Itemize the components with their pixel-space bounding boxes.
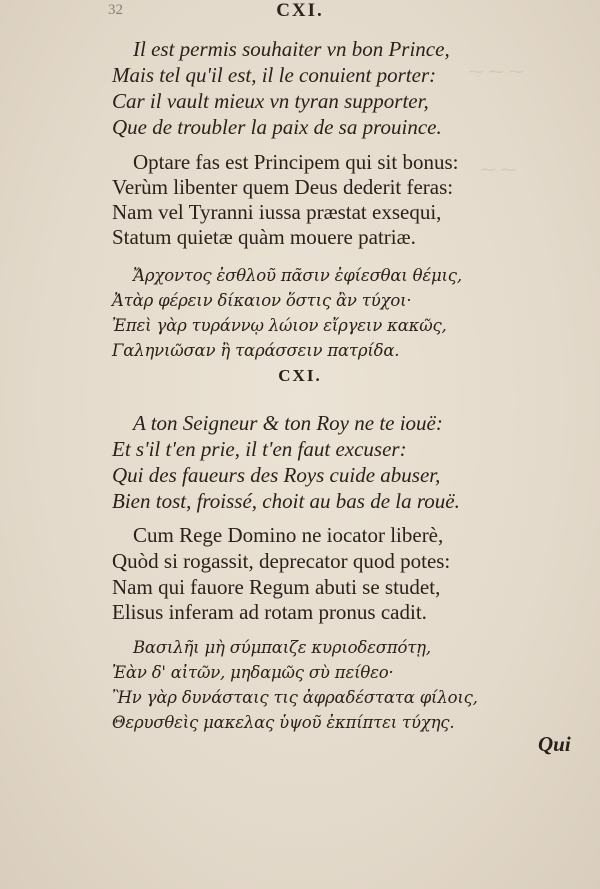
verse-line: Il est permis souhaiter vn bon Prince, (133, 37, 450, 61)
verse-line: Quòd si rogassit, deprecator quod potes: (112, 549, 451, 573)
verse-line: Θερυσθεὶς μακελας ὑψοῦ ἐκπίπτει τύχης. (112, 713, 455, 732)
verse-line: Mais tel qu'il est, il le conuient porter: (112, 63, 437, 87)
verse-line: A ton Seigneur & ton Roy ne te iouë: (133, 411, 443, 435)
verse-line: Et s'il t'en prie, il t'en faut excuser: (112, 437, 407, 461)
folio-heading: CXI. (276, 0, 324, 21)
verse-line: Nam qui fauore Regum abuti se studet, (112, 575, 441, 599)
section-heading: CXI. (278, 366, 322, 385)
verse-line: Que de troubler la paix de sa prouince. (112, 115, 442, 139)
show-through-text: ⁓ ⁓ (480, 162, 516, 179)
verse-line: Optare fas est Principem qui sit bonus: (133, 150, 459, 174)
verse-line: Bien tost, froissé, choit au bas de la rouë. (112, 489, 460, 513)
verse-line: Cum Rege Domino ne iocator liberè, (133, 523, 444, 547)
verse-line: Ἄρχοντος ἐσθλοῦ πᾶσιν ἐφίεσθαι θέμις, (133, 266, 462, 285)
verse-line: Statum quietæ quàm mouere patriæ. (112, 225, 416, 249)
verse-line: Γαληνιῶσαν ἢ ταράσσειν πατρίδα. (112, 341, 400, 360)
page-number: 32 (108, 2, 123, 18)
catchword: Qui (538, 732, 571, 756)
verse-line: Ἐπεὶ γὰρ τυράννῳ λώιον εἴργειν κακῶς, (112, 316, 447, 335)
verse-line: Nam vel Tyranni iussa præstat exsequi, (112, 200, 442, 224)
verse-line: Qui des faueurs des Roys cuide abuser, (112, 463, 441, 487)
verse-line: Car il vault mieux vn tyran supporter, (112, 89, 429, 113)
verse-line: Βασιλῆι μὴ σύμπαιζε κυριοδεσπότῃ, (133, 638, 431, 657)
verse-line: Elisus inferam ad rotam pronus cadit. (112, 600, 427, 624)
show-through-text: ⁓ ⁓ ⁓ (468, 64, 524, 81)
verse-line: Ἢν γὰρ δυνάσταις τις ἀφραδέστατα φίλοις, (112, 688, 478, 707)
verse-line: Verùm libenter quem Deus dederit feras: (112, 175, 454, 199)
verse-line: Ἀτὰρ φέρειν δίκαιον ὅστις ἂν τύχοι· (112, 291, 412, 310)
verse-line: Ἐὰν δ' αἰτῶν, μηδαμῶς σὺ πείθεο· (112, 663, 394, 682)
